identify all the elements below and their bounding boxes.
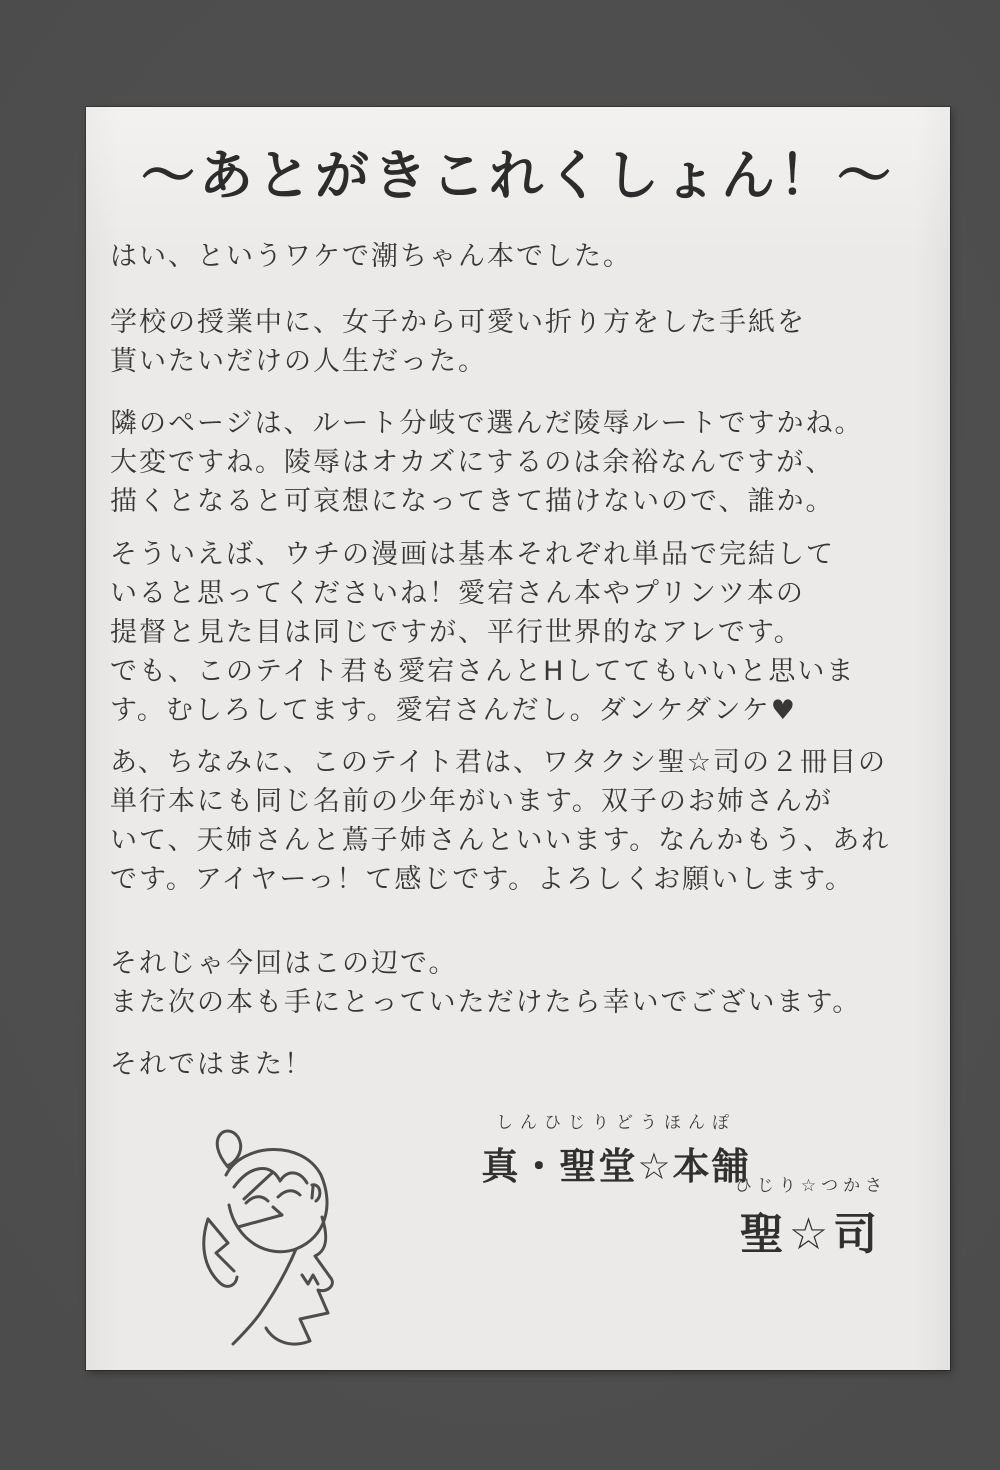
text-line: 描くとなると可哀想になってきて描けないので、誰か。 xyxy=(110,486,835,517)
paragraph-character-note xyxy=(110,743,936,899)
paragraph-series-note xyxy=(110,535,936,730)
text-line: 学校の授業中に、女子から可愛い折り方をした手紙を xyxy=(110,307,806,338)
character-sketch xyxy=(174,1123,364,1363)
text-line: そういえば、ウチの漫画は基本それぞれ単品で完結して xyxy=(110,539,835,570)
text-line: 貰いたいだけの人生だった。 xyxy=(110,346,487,377)
afterword-paper xyxy=(86,107,950,1370)
text-line: それじゃ今回はこの辺で。 xyxy=(110,948,458,979)
text-line: あ、ちなみに、このテイト君は、ワタクシ聖☆司の２冊目の xyxy=(110,747,887,778)
circle-name-furigana: しんひじりどうほんぽ xyxy=(496,1113,736,1133)
author-name: 聖☆司 xyxy=(739,1209,883,1260)
text-line: でも、このテイト君も愛宕さんとHしててもいいと思いま xyxy=(110,656,856,687)
author-name-furigana: ひじり☆つかさ xyxy=(734,1176,888,1196)
paragraph-route xyxy=(110,404,936,521)
author-signature xyxy=(646,1171,976,1262)
text-line: 単行本にも同じ名前の少年がいます。双子のお姉さんが xyxy=(110,786,833,817)
text-line: はい、というワケで潮ちゃん本でした。 xyxy=(110,241,632,272)
paragraph-farewell xyxy=(110,1045,936,1084)
text-line: 提督と見た目は同じですが、平行世界的なアレです。 xyxy=(110,617,803,648)
text-line: です。アイヤーっ！て感じです。よろしくお願いします。 xyxy=(110,864,855,895)
page-title: 〜あとがきこれくしょん！〜 xyxy=(141,143,895,207)
text-line: それではまた！ xyxy=(110,1049,313,1080)
paragraph-intro xyxy=(110,237,936,276)
text-line: す。むしろしてます。愛宕さんだし。ダンケダンケ♥ xyxy=(110,695,797,726)
text-line: 隣のページは、ルート分岐で選んだ陵辱ルートですかね。 xyxy=(110,408,864,439)
paragraph-closing xyxy=(110,944,936,1022)
text-line: また次の本も手にとっていただけたら幸いでございます。 xyxy=(110,987,862,1018)
circle-name: 真・聖堂☆本舗 xyxy=(481,1145,751,1188)
paragraph-letter xyxy=(110,303,936,381)
text-line: いると思ってくださいね！愛宕さん本やプリンツ本の xyxy=(110,578,805,609)
text-line: 大変ですね。陵辱はオカズにするのは余裕なんですが、 xyxy=(110,447,835,478)
text-line: いて、天姉さんと蔦子姉さんといいます。なんかもう、あれ xyxy=(110,825,891,856)
